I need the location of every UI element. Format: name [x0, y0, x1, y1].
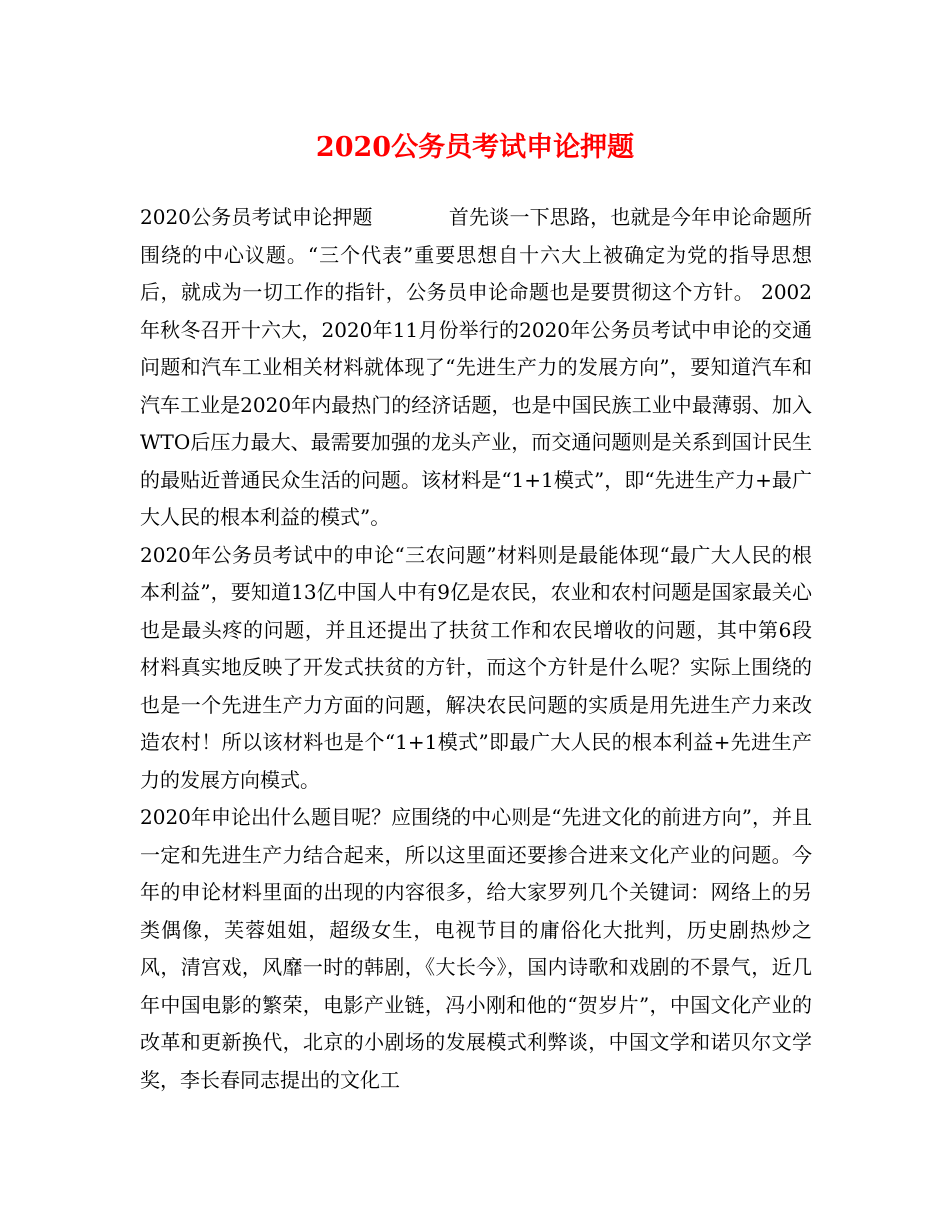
intro-heading: 2020公务员考试申论押题 [140, 205, 373, 229]
paragraph-2: 2020年公务员考试中的申论“三农问题”材料则是最能体现“最广大人民的根本利益”，要知道13亿中国人中有9亿是农民，农业和农村问题是国家最关心也是最头疼的问题，并且还提出了扶贫工作和农民增收的问题，其中第6段材料真实地反映了开发式扶贫的方针，而这个方针是什么呢？实际上围绕的也是一个先进生产力方面的问题，解决农民问题的实质是用先进生产力来改造农村！所以该材料也是个“1+1模式”即最广大人民的根本利益+先进生产力的发展方向模式。 [140, 542, 812, 792]
document-body [140, 199, 812, 1099]
paragraph-1-text: 首先谈一下思路，也就是今年申论命题所围绕的中心议题。“三个代表”重要思想自十六大上被确定为党的指导思想后，就成为一切工作的指针，公务员申论命题也是要贯彻这个方针。 2002年秋冬召开十六大，2020年11月份举行的2020年公务员考试中申论的交通问题和汽车工业相关材料就体现了“先进生产力的发展方向”，要知道汽车和汽车工业是2020年内最热门的经济话题，也是中国民族工业中最薄弱、加入WTO后压力最大、最需要加强的龙头产业，而交通问题则是关系到国计民生的最贴近普通民众生活的问题。该材料是“1+1模式”，即“先进生产力+最广大人民的根本利益的模式”。 [140, 205, 812, 529]
paragraph-3: 2020年申论出什么题目呢？应围绕的中心则是“先进文化的前进方向”，并且一定和先进生产力结合起来，所以这里面还要掺合进来文化产业的问题。今年的申论材料里面的出现的内容很多，给大家罗列几个关键词：网络上的另类偶像，芙蓉姐姐，超级女生，电视节目的庸俗化大批判，历史剧热炒之风，清宫戏，风靡一时的韩剧，《大长今》，国内诗歌和戏剧的不景气，近几年中国电影的繁荣，电影产业链，冯小刚和他的“贺岁片”，中国文化产业的改革和更新换代，北京的小剧场的发展模式利弊谈，中国文学和诺贝尔文学奖，李长春同志提出的文化工 [140, 805, 812, 1092]
paragraph-1 [140, 199, 812, 537]
document-title: 2020公务员考试申论押题 [315, 132, 635, 163]
